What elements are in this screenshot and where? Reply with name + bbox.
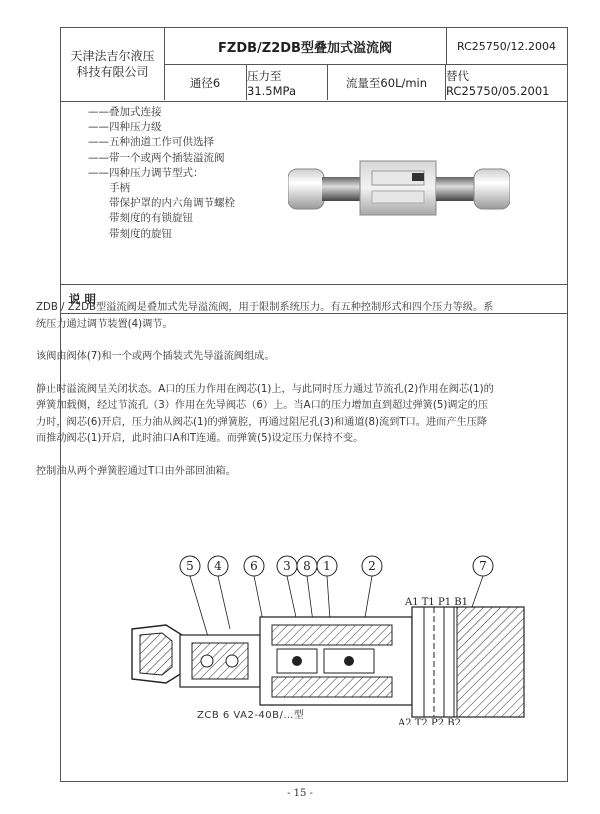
callout-5 (180, 556, 200, 576)
company-line-1: 天津法吉尔液压 (70, 49, 155, 63)
right-cap (474, 169, 510, 209)
callout-6 (244, 556, 264, 576)
company-line-2: 科技有限公司 (76, 65, 149, 79)
callout-2 (362, 556, 382, 576)
adjust-type-item: 带刻度的有锁旋钮 (109, 212, 193, 225)
svg-text:6: 6 (250, 559, 258, 573)
svg-text:1: 1 (323, 559, 331, 573)
valve-section-diagram (62, 545, 532, 725)
page-number: - 15 - (287, 788, 313, 799)
left-cap (288, 169, 324, 209)
callouts (180, 556, 493, 576)
page-title: FZDB/Z2DB型叠加式溢流阀 (164, 28, 447, 65)
callout-1 (317, 556, 337, 576)
diagram-caption: ZCB 6 VA2-40B/…型 (197, 710, 305, 721)
svg-text:8: 8 (303, 559, 311, 573)
description-paragraph: 控制油从两个弹簧腔通过T口由外部回油箱。 (36, 465, 236, 477)
company-name (61, 28, 165, 100)
description-paragraph: 该阀由阀体(7)和一个或两个插装式先导溢流阀组成。 (36, 351, 275, 362)
valve-photo (288, 157, 510, 219)
svg-text:2: 2 (368, 559, 376, 573)
spec-pressure: 压力至31.5MPa (247, 65, 328, 100)
doc-code: RC25750/12.2004 (446, 28, 567, 65)
feature-item: ——叠加式连接 (88, 106, 162, 118)
feature-item: ——带一个或两个插装溢流阀 (88, 151, 225, 164)
description-paragraph: ZDB / Z2DB型溢流阀是叠加式先导溢流阀，用于限制系统压力。有五种控制形式和四个压力等级。系统压力通过调节装置(4)调节。 (36, 302, 494, 330)
feature-item: ——四种压力调节型式： (88, 166, 204, 179)
header-table (61, 28, 567, 102)
callout-3 (277, 556, 297, 576)
svg-text:3: 3 (283, 559, 291, 573)
callout-7 (473, 556, 493, 576)
spec-replaces: 替代RC25750/05.2001 (446, 68, 550, 98)
feature-item: ——五种油道工作可供选择 (88, 136, 214, 149)
spec-flow: 流量至60L/min (328, 65, 446, 100)
spec-size: 通径6 (164, 65, 247, 100)
callout-4 (208, 556, 228, 576)
description-paragraph: 静止时溢流阀呈关闭状态。A口的压力作用在阀芯(1)上，与此同时压力通过节流孔(2)作用在阀芯(1)的弹簧加载侧，经过节流孔（3）作用在先导阀芯（6）上。当A口的压力增加直到超过弹簧(5)调定的压力时，阀芯(6)开启，压力油从阀芯(1)的弹簧腔，再通过阻尼孔(3)和通道(8)流到T口。进而产生压降而推动阀芯(1)开启，此时油口A和T连通。而弹簧(5)设定压力保持不变。 (36, 383, 494, 444)
svg-text:5: 5 (186, 559, 194, 573)
feature-item: ——四种压力级 (88, 121, 162, 134)
callout-8 (297, 556, 317, 576)
adjust-type-item: 带刻度的旋钮 (109, 227, 172, 240)
section-heading: 说 明 (61, 284, 567, 314)
feature-list (88, 105, 235, 242)
svg-text:4: 4 (214, 559, 222, 573)
adjust-type-item: 带保护罩的内六角调节螺栓 (109, 197, 235, 210)
ports-bottom-label: A2 T2 P2 B2 (398, 718, 461, 725)
description (36, 300, 496, 496)
svg-text:7: 7 (479, 559, 487, 573)
right-rod (436, 177, 476, 201)
ports-top-label: A1 T1 P1 B1 (405, 597, 468, 608)
adjust-type-item: 手柄 (109, 182, 130, 195)
valve-body (360, 161, 436, 215)
left-rod (322, 177, 362, 201)
